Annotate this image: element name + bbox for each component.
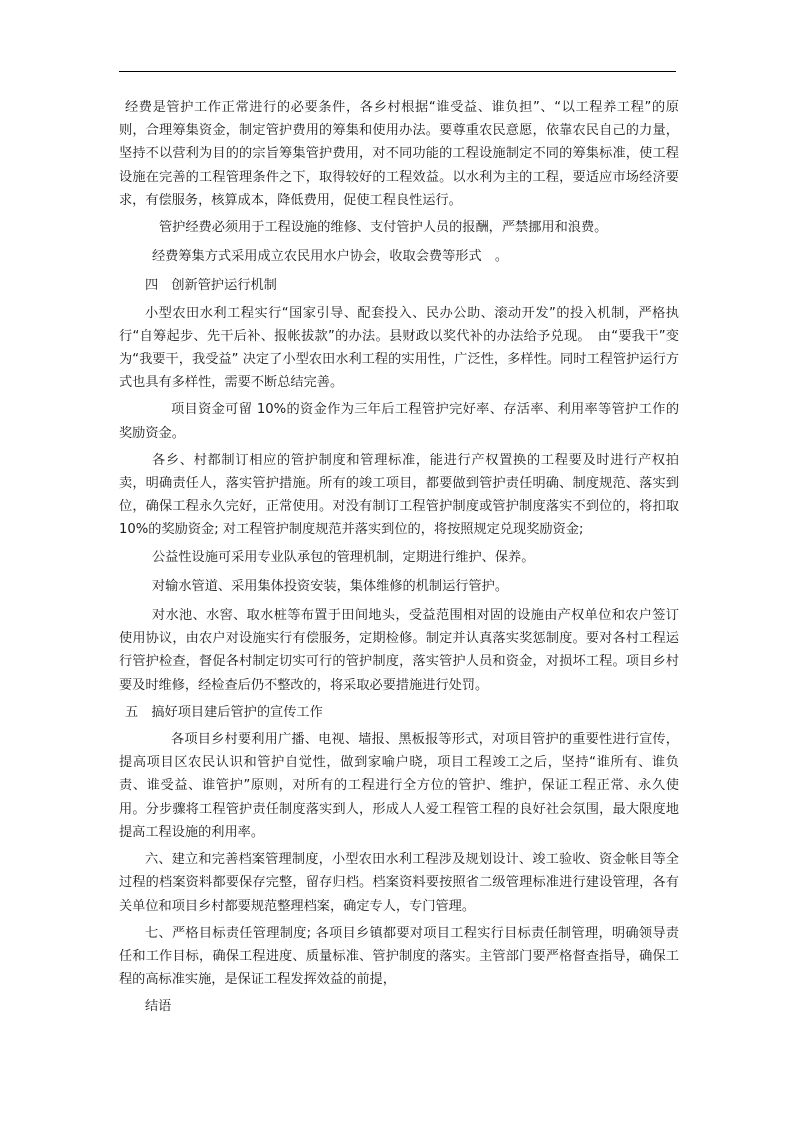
paragraph-funding-usage: 管护经费必须用于工程设施的维修、支付管护人员的报酬，严禁挪用和浪费。 <box>159 220 608 236</box>
paragraph-funding: 经费是管护工作正常进行的必要条件，各乡村根据“谁受益、谁负担”、“以工程养工程”的原则，合理筹集资金，制定管护费用的筹集和使用办法。要尊重农民意愿，依靠农民自己的力量，坚持不以营利为目的的宗旨筹集管护费用，对不同功能的工程设施制定不同的筹集标准，使工程设施在完善的工程管理条件之下，取得较好的工程效益。以水利为主的工程，要适应市场经济要求，有偿服务，核算成本，降低费用，促使工程良性运行。 <box>119 100 679 208</box>
paragraph-pipelines: 对输水管道、采用集体投资安装，集体维修的机制运行管护。 <box>152 578 509 594</box>
paragraph-investment-mechanism: 小型农田水利工程实行“国家引导、配套投入、民办公助、滚动开发”的投入机制，严格执行“自筹起步、先干后补、报帐拔款”的办法。县财政以奖代补的办法给予兑现。 由“要我干”变为“我要干，我受益” 决定了小型农田水利工程的实用性，广泛性，多样性。同时工程管护运行方式也具有多样性，需要不断总结完善。 <box>119 305 679 391</box>
conclusion-heading: 结语 <box>145 999 172 1015</box>
paragraph-field-facilities: 对水池、水窖、取水桩等布置于田间地头，受益范围相对固的设施由产权单位和农户签订使用协议，由农户对设施实行有偿服务，定期检修。制定并认真落实奖惩制度。要对各村工程运行管护检查，督促各村制定切实可行的管护制度，落实管护人员和资金，对损坏工程。项目乡村要及时维修，经检查后仍不整改的，将采取必要措施进行处罚。 <box>119 608 679 693</box>
section-heading-5: 五 搞好项目建后管护的宣传工作 <box>125 704 323 720</box>
document-body <box>119 96 679 1023</box>
paragraph-reward-fund: 项目资金可留 10%的资金作为三年后工程管护完好率、存活率、利用率等管护工作的奖励资金。 <box>119 402 679 441</box>
section-heading-4: 四 创新管护运行机制 <box>145 278 277 294</box>
paragraph-public-facilities: 公益性设施可采用专业队承包的管理机制，定期进行维护、保养。 <box>152 549 535 565</box>
paragraph-responsibility: 七、严格目标责任管理制度; 各项目乡镇都要对项目工程实行目标责任制管理，明确领导责任和工作目标，确保工程进度、质量标准、管护制度的落实。主管部门要严格督查指导，确保工程的高标准实施，是保证工程发挥效益的前提， <box>119 925 679 988</box>
header-rule <box>119 71 676 72</box>
paragraph-management-system: 各乡、村都制订相应的管护制度和管理标准，能进行产权置换的工程要及时进行产权拍卖，明确责任人，落实管护措施。所有的竣工项目，都要做到管护责任明确、制度规范、落实到位，确保工程永久完好，正常使用。对没有制订工程管护制度或管护制度落实不到位的，将扣取 10%的奖励资金; 对工程管护制度规范并落实到位的，将按照规定兑现奖励资金; <box>119 452 679 538</box>
paragraph-archives: 六、建立和完善档案管理制度，小型农田水利工程涉及规划设计、竣工验收、资金帐目等全过程的档案资料都要保存完整，留存归档。档案资料要按照省二级管理标准进行建设管理，各有关单位和项目乡村都要规范整理档案，确定专人，专门管理。 <box>119 852 679 914</box>
paragraph-publicity: 各项目乡村要利用广播、电视、墙报、黑板报等形式，对项目管护的重要性进行宣传，提高项目区农民认识和管护自觉性，做到家喻户晓，项目工程竣工之后，坚持“谁所有、谁负责、谁受益、谁管护”原则，对所有的工程进行全方位的管护、维护，保证工程正常、永久使用。分步骤将工程管护责任制度落实到人，形成人人爱工程管工程的良好社会氛围，最大限度地提高工程设施的利用率。 <box>119 732 679 840</box>
paragraph-funding-method: 经费筹集方式采用成立农民用水户协会，收取会费等形式 。 <box>152 249 509 265</box>
